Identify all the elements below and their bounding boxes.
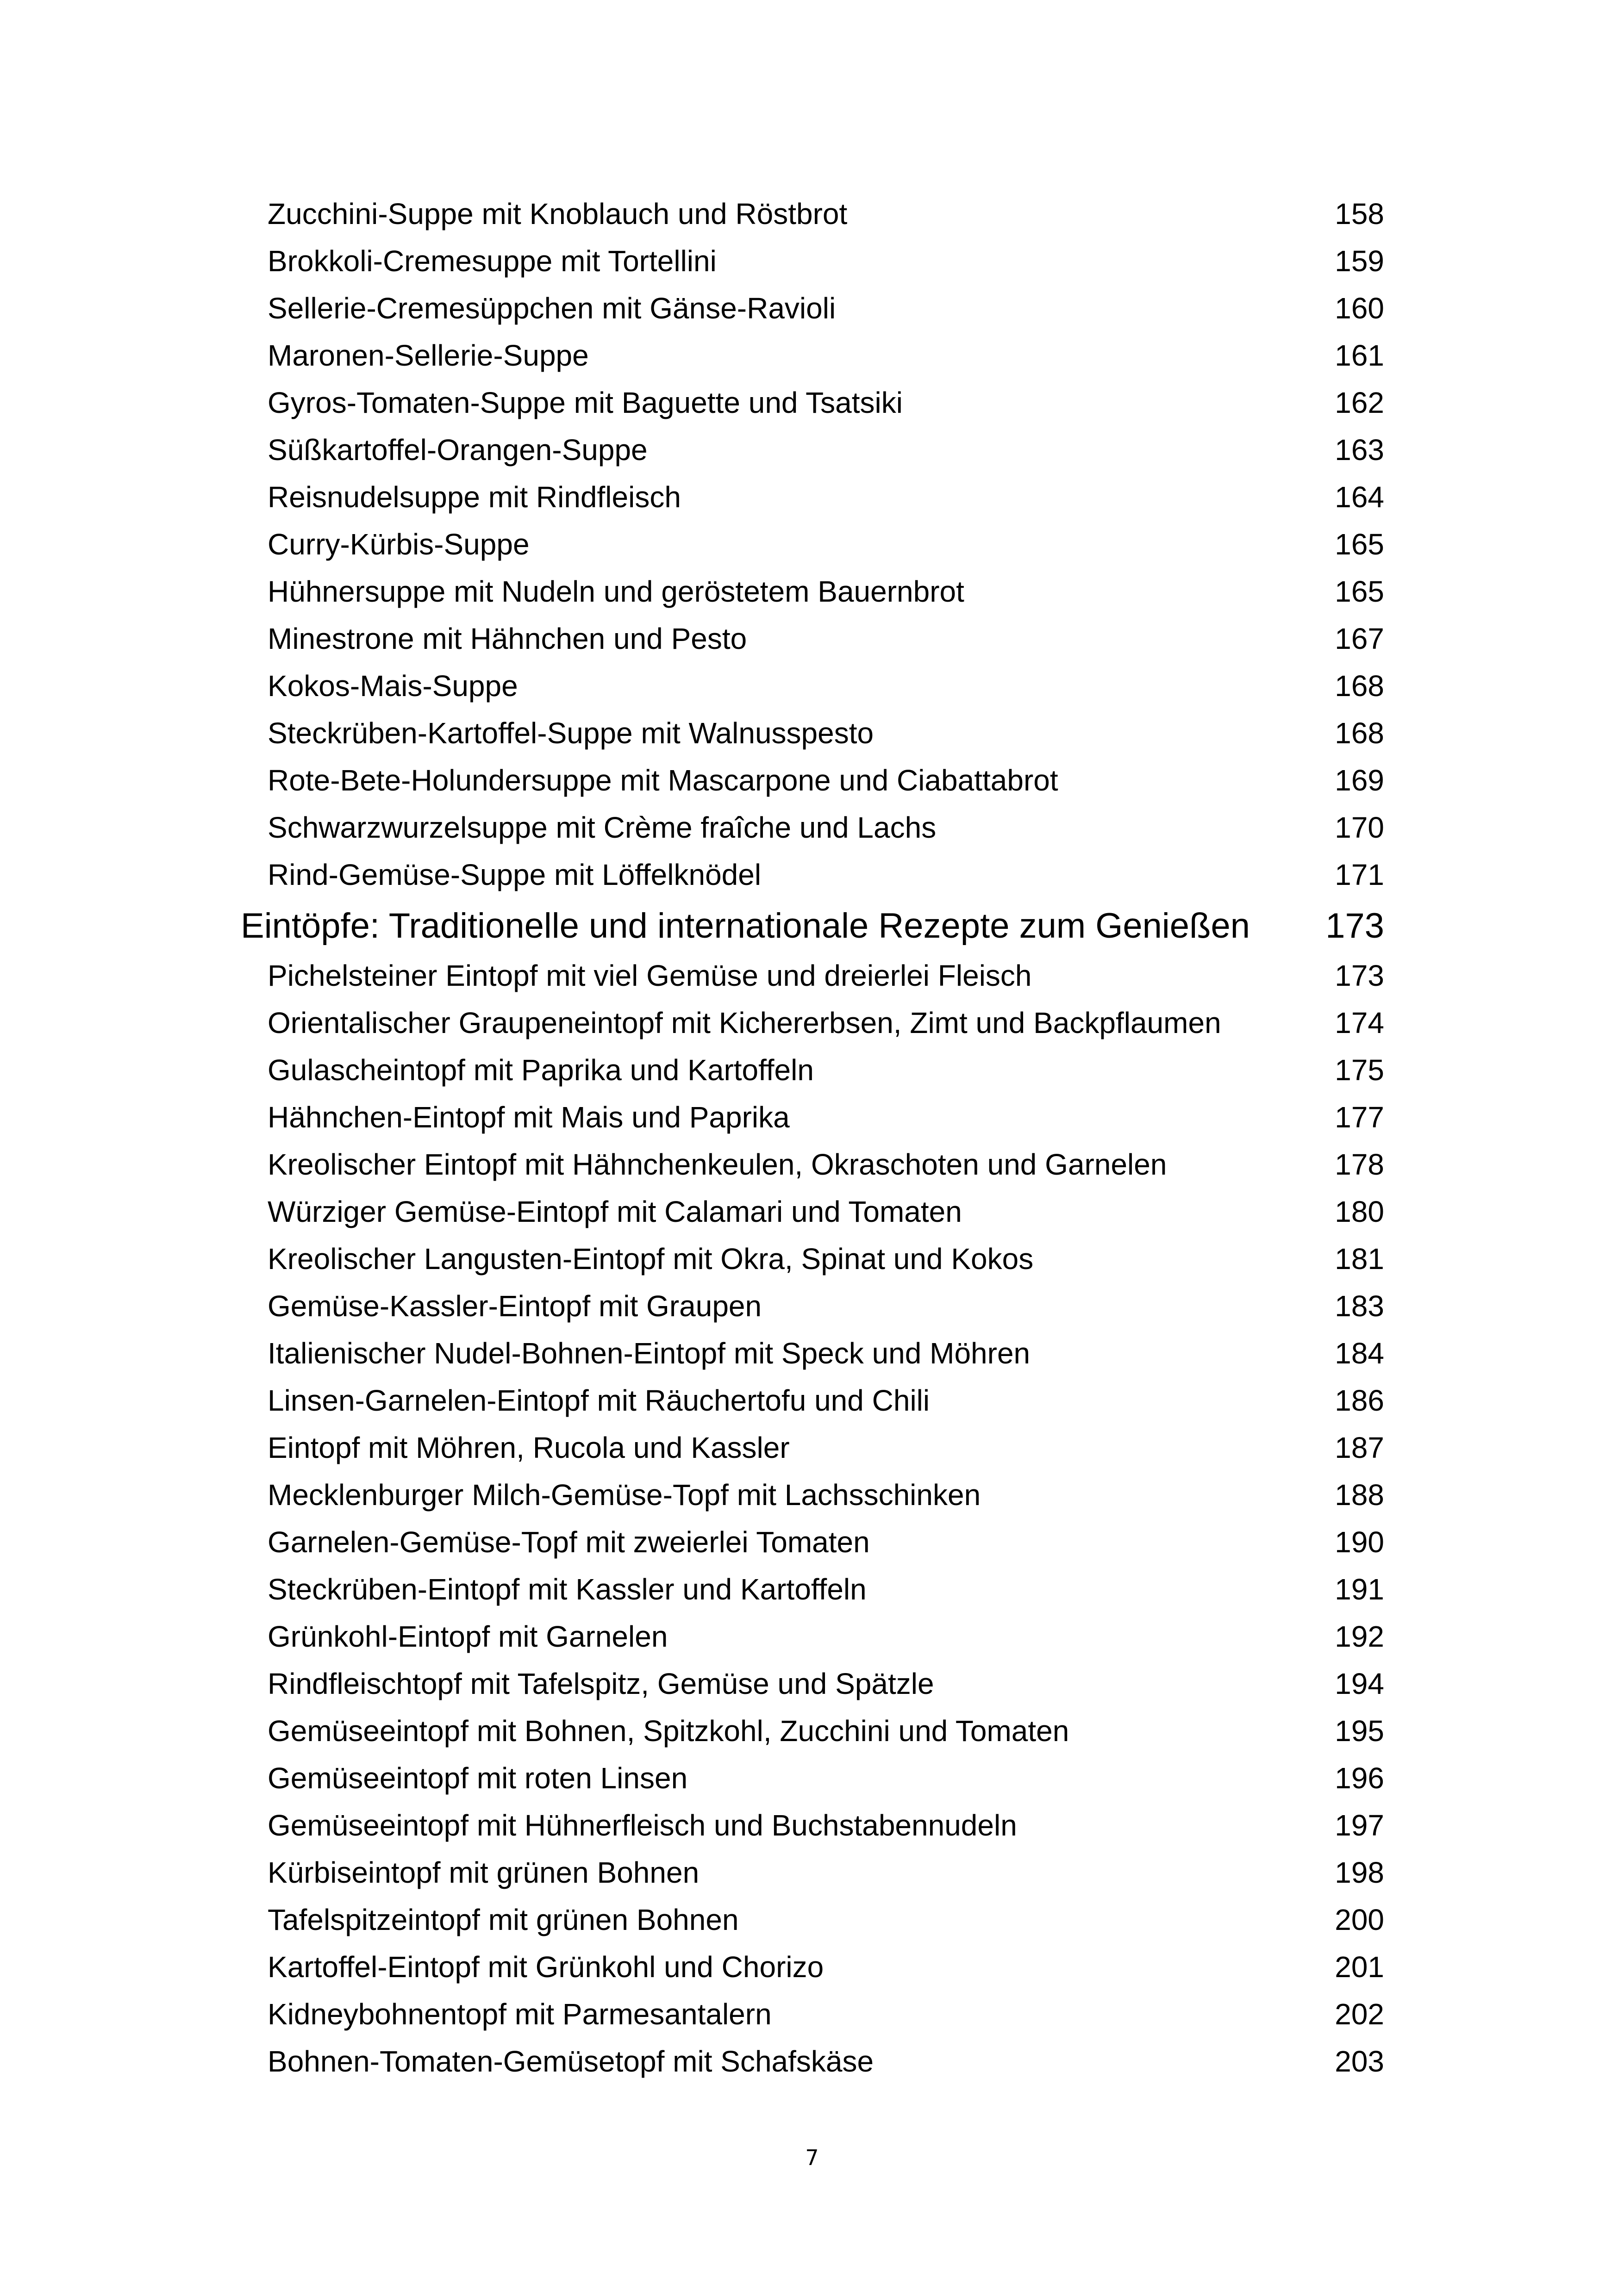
toc-entry-page: 165 <box>1335 528 1384 561</box>
toc-entry <box>268 526 1384 563</box>
toc-entry <box>268 957 1384 994</box>
toc-entry-title: Rote-Bete-Holundersuppe mit Mascarpone und Ciabattabrot <box>268 764 1058 797</box>
toc-entry <box>268 1004 1384 1041</box>
toc-entry-title: Garnelen-Gemüse-Topf mit zweierlei Tomaten <box>268 1525 870 1559</box>
toc-entry-title: Curry-Kürbis-Suppe <box>268 528 530 561</box>
toc-entry <box>268 1382 1384 1419</box>
toc-entry <box>268 1854 1384 1891</box>
toc-entry-title: Kreolischer Eintopf mit Hähnchenkeulen, Okraschoten und Garnelen <box>268 1148 1167 1181</box>
toc-entry-title: Kürbiseintopf mit grünen Bohnen <box>268 1856 700 1889</box>
toc-entry-page: 170 <box>1335 811 1384 844</box>
toc-entry-title: Eintopf mit Möhren, Rucola und Kassler <box>268 1431 790 1464</box>
toc-entry-page: 190 <box>1335 1525 1384 1559</box>
toc-entry-title: Gemüseeintopf mit Bohnen, Spitzkohl, Zucchini und Tomaten <box>268 1714 1069 1748</box>
toc-entry <box>268 1146 1384 1183</box>
toc-entry <box>268 479 1384 516</box>
toc-entry-page: 203 <box>1335 2045 1384 2078</box>
toc-entry <box>268 384 1384 421</box>
toc-entry-page: 201 <box>1335 1950 1384 1984</box>
toc-entry-page: 158 <box>1335 197 1384 230</box>
toc-entry <box>268 620 1384 657</box>
toc-entry-title: Gemüseeintopf mit roten Linsen <box>268 1761 688 1795</box>
toc-entry-title: Gyros-Tomaten-Suppe mit Baguette und Tsatsiki <box>268 386 903 419</box>
toc-entry-title: Hühnersuppe mit Nudeln und geröstetem Bauernbrot <box>268 575 964 608</box>
toc-entry-page: 169 <box>1335 764 1384 797</box>
toc-entry-title: Gemüseeintopf mit Hühnerfleisch und Buchstabennudeln <box>268 1809 1017 1842</box>
toc-entry <box>268 1524 1384 1561</box>
toc-entry <box>268 1288 1384 1325</box>
toc-entry <box>268 1760 1384 1797</box>
toc-entry-page: 181 <box>1335 1242 1384 1276</box>
toc-entry <box>268 195 1384 232</box>
toc-entry-page: 178 <box>1335 1148 1384 1181</box>
toc-entry <box>268 1901 1384 1938</box>
toc-entry-title: Kokos-Mais-Suppe <box>268 669 518 703</box>
toc-entry <box>268 1193 1384 1230</box>
toc-entry-title: Kartoffel-Eintopf mit Grünkohl und Chorizo <box>268 1950 824 1984</box>
toc-entry-page: 175 <box>1335 1053 1384 1087</box>
toc-entry-title: Rindfleischtopf mit Tafelspitz, Gemüse und Spätzle <box>268 1667 934 1700</box>
toc-entry-page: 187 <box>1335 1431 1384 1464</box>
toc-entry <box>268 1052 1384 1089</box>
toc-entry-page: 177 <box>1335 1101 1384 1134</box>
toc-entry-page: 183 <box>1335 1289 1384 1323</box>
toc-entry-page: 192 <box>1335 1620 1384 1653</box>
toc-entry <box>268 809 1384 846</box>
toc-entry-page: 195 <box>1335 1714 1384 1748</box>
toc-entry-title: Steckrüben-Eintopf mit Kassler und Kartoffeln <box>268 1573 867 1606</box>
toc-entry <box>268 337 1384 374</box>
toc-entry-title: Gulascheintopf mit Paprika und Kartoffeln <box>268 1053 814 1087</box>
toc-entry-title: Rind-Gemüse-Suppe mit Löffelknödel <box>268 858 762 891</box>
footer-page-number: 7 <box>805 2145 819 2170</box>
toc-entry-title: Steckrüben-Kartoffel-Suppe mit Walnusspesto <box>268 716 874 750</box>
toc-entry <box>268 1618 1384 1655</box>
toc-entry-page: 161 <box>1335 339 1384 372</box>
toc-entry <box>268 2043 1384 2080</box>
toc-entry <box>268 1240 1384 1277</box>
toc-entry-title: Kidneybohnentopf mit Parmesantalern <box>268 1997 772 2031</box>
toc-entry-page: 164 <box>1335 480 1384 514</box>
toc-entry-title: Schwarzwurzelsuppe mit Crème fraîche und Lachs <box>268 811 937 844</box>
toc-entry <box>268 1476 1384 1513</box>
toc-entry <box>268 1571 1384 1608</box>
toc-section-heading <box>241 905 1384 947</box>
toc-entry <box>268 1996 1384 2033</box>
toc-entry-title: Brokkoli-Cremesuppe mit Tortellini <box>268 244 717 278</box>
toc-entry-page: 186 <box>1335 1384 1384 1417</box>
toc-entry <box>268 1099 1384 1136</box>
toc-entry-page: 188 <box>1335 1478 1384 1512</box>
toc-entry-title: Orientalischer Graupeneintopf mit Kichererbsen, Zimt und Backpflaumen <box>268 1006 1221 1039</box>
toc-entry-title: Italienischer Nudel-Bohnen-Eintopf mit Speck und Möhren <box>268 1337 1031 1370</box>
toc-entry-title: Süßkartoffel-Orangen-Suppe <box>268 433 648 467</box>
toc-entry-page: 200 <box>1335 1903 1384 1936</box>
toc-entry-page: 198 <box>1335 1856 1384 1889</box>
toc-entry <box>268 431 1384 468</box>
toc-entry <box>268 573 1384 610</box>
toc-entry-title: Bohnen-Tomaten-Gemüsetopf mit Schafskäse <box>268 2045 874 2078</box>
section-title: Eintöpfe: Traditionelle und internationale Rezepte zum Genießen <box>241 906 1250 946</box>
toc-entry-page: 202 <box>1335 1997 1384 2031</box>
toc-entry-title: Reisnudelsuppe mit Rindfleisch <box>268 480 681 514</box>
toc-entry-title: Minestrone mit Hähnchen und Pesto <box>268 622 747 655</box>
toc-entry-title: Kreolischer Langusten-Eintopf mit Okra, Spinat und Kokos <box>268 1242 1034 1276</box>
toc-entry-page: 174 <box>1335 1006 1384 1039</box>
toc-entry-title: Sellerie-Cremesüppchen mit Gänse-Ravioli <box>268 292 836 325</box>
toc-entry-page: 160 <box>1335 292 1384 325</box>
toc-entry-page: 196 <box>1335 1761 1384 1795</box>
toc-entry-page: 162 <box>1335 386 1384 419</box>
toc-entry-title: Grünkohl-Eintopf mit Garnelen <box>268 1620 668 1653</box>
toc-entry-page: 180 <box>1335 1195 1384 1228</box>
toc-entry-page: 159 <box>1335 244 1384 278</box>
section-page: 173 <box>1325 906 1384 946</box>
toc-entry <box>268 1712 1384 1749</box>
toc-entry-page: 184 <box>1335 1337 1384 1370</box>
toc-entry-title: Würziger Gemüse-Eintopf mit Calamari und Tomaten <box>268 1195 962 1228</box>
toc-entry-title: Hähnchen-Eintopf mit Mais und Paprika <box>268 1101 790 1134</box>
toc-entry-page: 163 <box>1335 433 1384 467</box>
toc-entry-page: 191 <box>1335 1573 1384 1606</box>
toc-entry-title: Mecklenburger Milch-Gemüse-Topf mit Lachsschinken <box>268 1478 981 1512</box>
toc-entry <box>268 762 1384 799</box>
toc-entry-title: Zucchini-Suppe mit Knoblauch und Röstbrot <box>268 197 848 230</box>
toc-entry <box>268 1807 1384 1844</box>
toc-entry-page: 171 <box>1335 858 1384 891</box>
toc-entry <box>268 715 1384 752</box>
toc-entry <box>268 290 1384 327</box>
toc-entry-page: 173 <box>1335 959 1384 992</box>
toc-entry-title: Gemüse-Kassler-Eintopf mit Graupen <box>268 1289 762 1323</box>
toc-entry <box>268 243 1384 280</box>
toc-entry-page: 197 <box>1335 1809 1384 1842</box>
toc-entry-page: 168 <box>1335 716 1384 750</box>
toc-entry <box>268 667 1384 704</box>
toc-entry-title: Tafelspitzeintopf mit grünen Bohnen <box>268 1903 739 1936</box>
toc-entry <box>268 1335 1384 1372</box>
toc-entry <box>268 1948 1384 1985</box>
toc-entry-page: 168 <box>1335 669 1384 703</box>
toc-entry-title: Linsen-Garnelen-Eintopf mit Räuchertofu und Chili <box>268 1384 930 1417</box>
toc-entry <box>268 1429 1384 1466</box>
toc-entry <box>268 856 1384 893</box>
toc-entry-title: Pichelsteiner Eintopf mit viel Gemüse und dreierlei Fleisch <box>268 959 1032 992</box>
toc-entry-title: Maronen-Sellerie-Suppe <box>268 339 589 372</box>
toc-entry-page: 167 <box>1335 622 1384 655</box>
toc-entry-page: 165 <box>1335 575 1384 608</box>
toc-entry-page: 194 <box>1335 1667 1384 1700</box>
toc-entry <box>268 1665 1384 1702</box>
